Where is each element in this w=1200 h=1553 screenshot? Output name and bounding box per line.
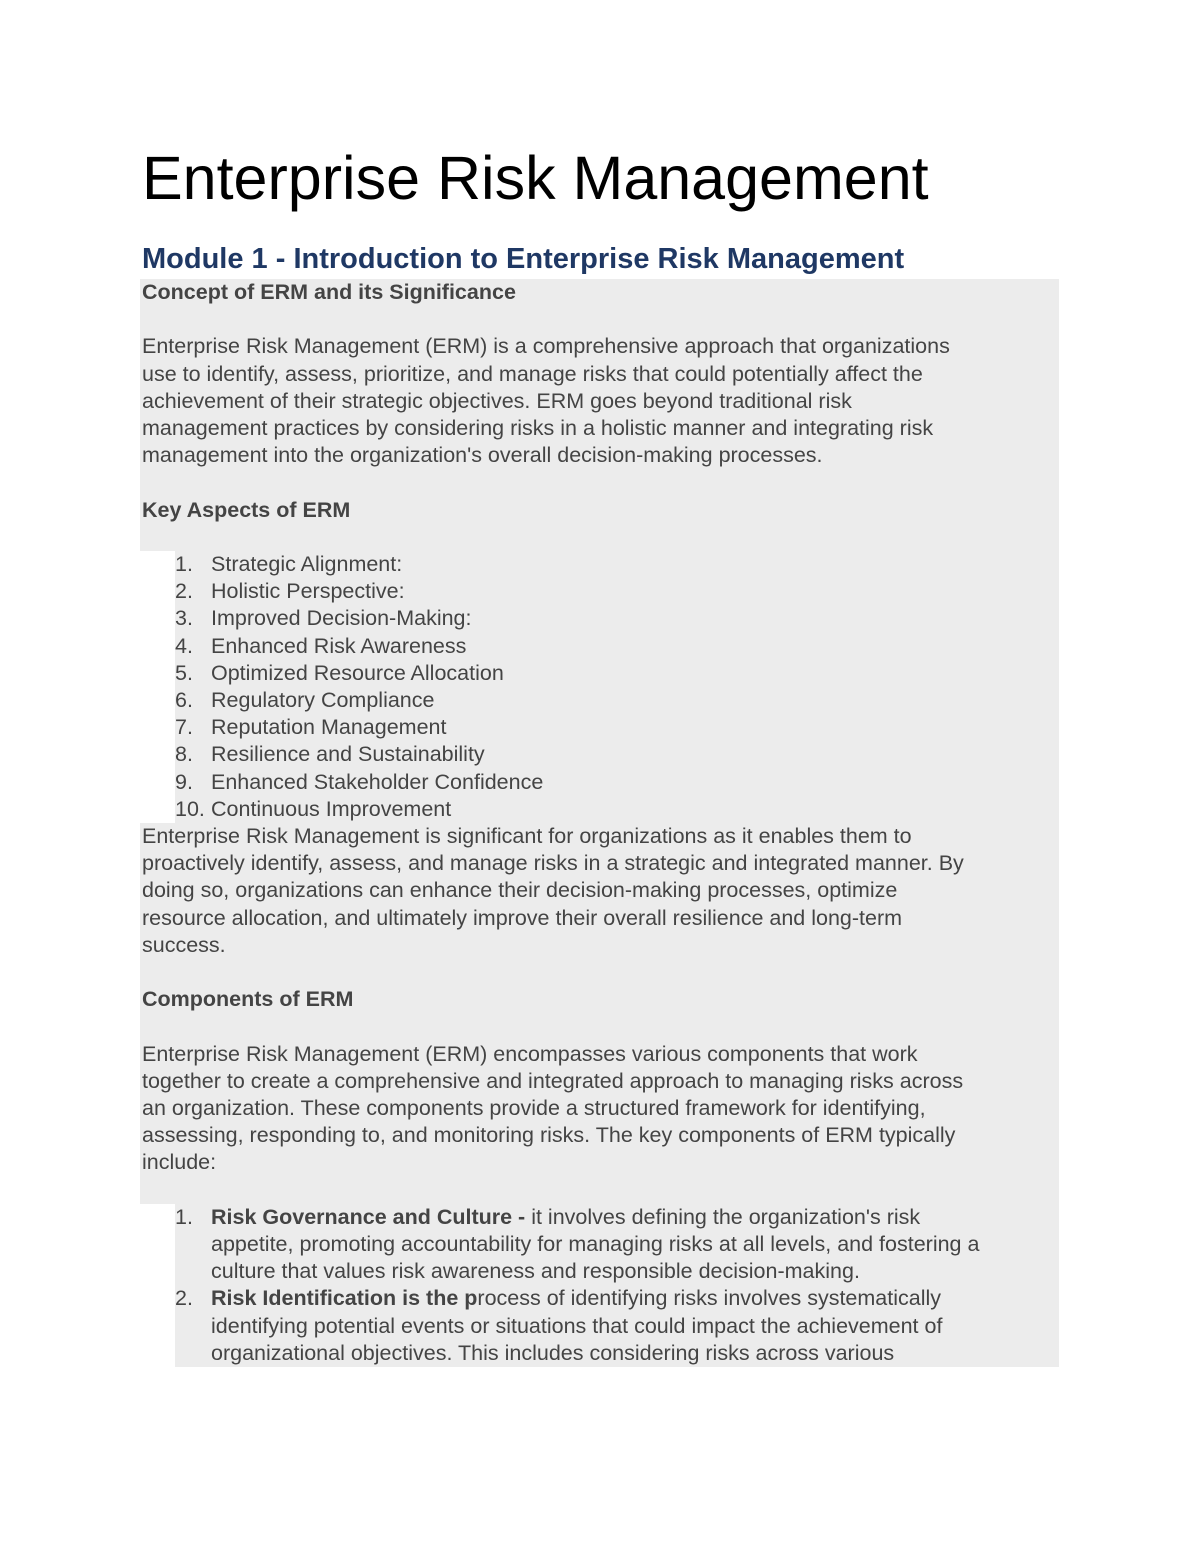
list-item: 1. Strategic Alignment: (175, 551, 403, 576)
list-item: 8. Resilience and Sustainability (175, 742, 485, 767)
paragraph-concept: Enterprise Risk Management (ERM) is a comprehensive approach that organizations use to identify, assess, prioritize, and manage risks that could potentially affect the achievement of their strategic objectives. ERM goes beyond traditional risk management practices by considering risks in a holistic manner and integrating risk management into the organization's overall decision-making processes. (142, 334, 950, 468)
section-heading-concept: Concept of ERM and its Significance (142, 280, 516, 304)
key-aspects-list (175, 551, 1059, 823)
section-concept (140, 279, 1059, 551)
document-body (140, 279, 1059, 1367)
list-item: 10. Continuous Improvement (175, 796, 452, 821)
document-title: Enterprise Risk Management (142, 144, 929, 212)
list-item: 2. Risk Identification is the process of identifying risks involves systematically identifying potential events or situations that could impact the achievement of organizational objectives. This includes considering risks across various (175, 1286, 943, 1365)
module-heading: Module 1 - Introduction to Enterprise Risk Management (142, 243, 905, 275)
section-components (140, 823, 1059, 1204)
components-list (175, 1204, 1059, 1367)
list-item: 2. Holistic Perspective: (175, 579, 405, 604)
list-item: 9. Enhanced Stakeholder Confidence (175, 769, 544, 794)
component-name: Risk Identification is the p (211, 1286, 478, 1311)
list-item: 3. Improved Decision-Making: (175, 606, 472, 631)
section-heading-components: Components of ERM (142, 987, 354, 1012)
list-item: 4. Enhanced Risk Awareness (175, 633, 467, 658)
paragraph-significance: Enterprise Risk Management is significant for organizations as it enables them to proactively identify, assess, and manage risks in a strategic and integrated manner. By doing so, organizations can enhance their decision-making processes, optimize resource allocation, and ultimately improve their overall resilience and long-term success. (142, 824, 964, 957)
list-item: 6. Regulatory Compliance (175, 688, 435, 712)
list-item: 7. Reputation Management (175, 715, 447, 740)
list-item: 1. Risk Governance and Culture - it involves defining the organization's risk appetite, promoting accountability for managing risks at all levels, and fostering a culture that values risk awareness and responsible decision-making. (175, 1204, 980, 1284)
list-item: 5. Optimized Resource Allocation (175, 660, 504, 685)
paragraph-components: Enterprise Risk Management (ERM) encompasses various components that work together to create a comprehensive and integrated approach to managing risks across an organization. These components provide a structured framework for identifying, assessing, responding to, and monitoring risks. The key components of ERM typically include: (142, 1041, 964, 1175)
section-heading-key-aspects: Key Aspects of ERM (142, 497, 351, 522)
component-name: Risk Governance and Culture - (211, 1204, 532, 1229)
